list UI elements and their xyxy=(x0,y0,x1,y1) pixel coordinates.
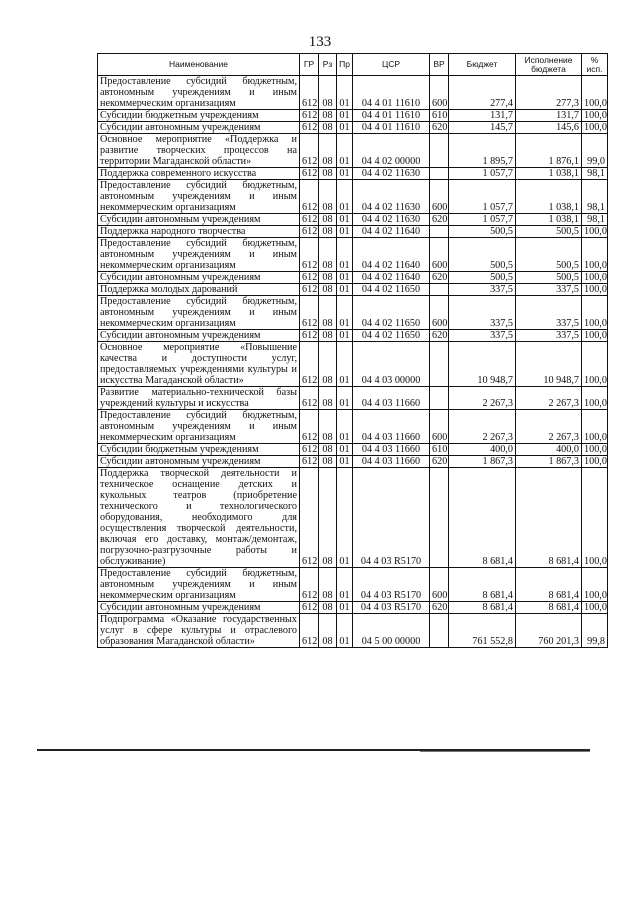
cell-gr: 612 xyxy=(300,134,319,168)
cell-budget: 8 681,4 xyxy=(449,568,516,602)
cell-execution: 1 876,1 xyxy=(516,134,582,168)
table-row xyxy=(98,76,608,110)
cell-percent: 100,0 xyxy=(582,110,608,122)
cell-csr: 04 4 03 R5170 xyxy=(353,568,430,602)
cell-budget: 8 681,4 xyxy=(449,468,516,568)
cell-percent: 98,1 xyxy=(582,168,608,180)
cell-budget: 500,5 xyxy=(449,226,516,238)
header-percent: % исп. xyxy=(582,54,608,76)
cell-gr: 612 xyxy=(300,410,319,444)
cell-budget: 10 948,7 xyxy=(449,342,516,387)
cell-budget: 1 895,7 xyxy=(449,134,516,168)
cell-vr xyxy=(430,134,449,168)
cell-budget: 337,5 xyxy=(449,296,516,330)
cell-csr: 04 4 03 11660 xyxy=(353,410,430,444)
cell-rz: 08 xyxy=(319,214,337,226)
cell-gr: 612 xyxy=(300,296,319,330)
cell-rz: 08 xyxy=(319,330,337,342)
cell-gr: 612 xyxy=(300,387,319,410)
cell-gr: 612 xyxy=(300,272,319,284)
cell-pr: 01 xyxy=(337,456,353,468)
cell-pr: 01 xyxy=(337,272,353,284)
cell-name: Основное мероприятие «Повышение качества и доступности услуг, предоставляемых учреждениями культуры и искусства Магаданской области» xyxy=(98,342,300,387)
cell-rz: 08 xyxy=(319,614,337,648)
page-number: 133 xyxy=(308,34,332,50)
cell-percent: 100,0 xyxy=(582,410,608,444)
cell-name: Подпрограмма «Оказание государственных услуг в сфере культуры и отраслевого образования Магаданской области» xyxy=(98,614,300,648)
cell-execution: 145,6 xyxy=(516,122,582,134)
cell-name: Предоставление субсидий бюджетным, автономным учреждениям и иным некоммерческим организациям xyxy=(98,76,300,110)
cell-pr: 01 xyxy=(337,342,353,387)
cell-vr: 600 xyxy=(430,410,449,444)
cell-csr: 04 4 02 11640 xyxy=(353,238,430,272)
cell-percent: 100,0 xyxy=(582,238,608,272)
cell-gr: 612 xyxy=(300,468,319,568)
cell-rz: 08 xyxy=(319,110,337,122)
cell-percent: 100,0 xyxy=(582,226,608,238)
cell-budget: 1 057,7 xyxy=(449,180,516,214)
cell-vr xyxy=(430,468,449,568)
cell-gr: 612 xyxy=(300,284,319,296)
cell-csr: 04 4 02 11640 xyxy=(353,226,430,238)
cell-percent: 100,0 xyxy=(582,76,608,110)
cell-execution: 10 948,7 xyxy=(516,342,582,387)
cell-execution: 1 867,3 xyxy=(516,456,582,468)
cell-csr: 04 4 02 11630 xyxy=(353,214,430,226)
cell-gr: 612 xyxy=(300,76,319,110)
cell-name: Поддержка народного творчества xyxy=(98,226,300,238)
cell-pr: 01 xyxy=(337,444,353,456)
cell-csr: 04 4 02 00000 xyxy=(353,134,430,168)
cell-budget: 2 267,3 xyxy=(449,387,516,410)
cell-vr xyxy=(430,387,449,410)
cell-rz: 08 xyxy=(319,387,337,410)
cell-name: Поддержка молодых дарований xyxy=(98,284,300,296)
cell-csr: 04 4 01 11610 xyxy=(353,110,430,122)
table-row xyxy=(98,456,608,468)
table-row xyxy=(98,284,608,296)
cell-vr: 620 xyxy=(430,272,449,284)
cell-csr: 04 4 02 11630 xyxy=(353,180,430,214)
cell-pr: 01 xyxy=(337,122,353,134)
cell-vr: 610 xyxy=(430,444,449,456)
cell-name: Субсидии автономным учреждениям xyxy=(98,330,300,342)
cell-vr xyxy=(430,284,449,296)
cell-rz: 08 xyxy=(319,168,337,180)
budget-table xyxy=(97,53,608,648)
cell-budget: 8 681,4 xyxy=(449,602,516,614)
cell-percent: 100,0 xyxy=(582,602,608,614)
table-body xyxy=(98,76,608,648)
cell-budget: 500,5 xyxy=(449,272,516,284)
table-row xyxy=(98,614,608,648)
cell-percent: 99,0 xyxy=(582,134,608,168)
cell-execution: 277,3 xyxy=(516,76,582,110)
cell-name: Предоставление субсидий бюджетным, автономным учреждениям и иным некоммерческим организациям xyxy=(98,296,300,330)
cell-rz: 08 xyxy=(319,444,337,456)
header-rz: Рз xyxy=(319,54,337,76)
cell-gr: 612 xyxy=(300,330,319,342)
header-vr: ВР xyxy=(430,54,449,76)
cell-budget: 1 867,3 xyxy=(449,456,516,468)
cell-csr: 04 4 03 11660 xyxy=(353,456,430,468)
cell-name: Субсидии автономным учреждениям xyxy=(98,122,300,134)
cell-vr: 620 xyxy=(430,456,449,468)
cell-name: Субсидии автономным учреждениям xyxy=(98,272,300,284)
cell-vr xyxy=(430,614,449,648)
table-row xyxy=(98,110,608,122)
cell-name: Поддержка творческой деятельности и техническое оснащение детских и кукольных театров (приобретение технического и технологического оборудования, необходимого для осуществления творческой деятельности, включая его доставку, монтаж/демонтаж, погрузочно-разгрузочные работы и обслуживание) xyxy=(98,468,300,568)
header-name: Наименование xyxy=(98,54,300,76)
cell-pr: 01 xyxy=(337,180,353,214)
cell-rz: 08 xyxy=(319,342,337,387)
cell-gr: 612 xyxy=(300,238,319,272)
table-row xyxy=(98,330,608,342)
table-row xyxy=(98,568,608,602)
cell-percent: 100,0 xyxy=(582,272,608,284)
cell-vr xyxy=(430,226,449,238)
cell-pr: 01 xyxy=(337,410,353,444)
cell-csr: 04 4 02 11640 xyxy=(353,272,430,284)
cell-rz: 08 xyxy=(319,134,337,168)
cell-rz: 08 xyxy=(319,284,337,296)
cell-pr: 01 xyxy=(337,568,353,602)
cell-percent: 100,0 xyxy=(582,468,608,568)
cell-name: Предоставление субсидий бюджетным, автономным учреждениям и иным некоммерческим организациям xyxy=(98,180,300,214)
cell-vr: 620 xyxy=(430,214,449,226)
cell-gr: 612 xyxy=(300,180,319,214)
table-row xyxy=(98,122,608,134)
cell-name: Субсидии бюджетным учреждениям xyxy=(98,110,300,122)
cell-gr: 612 xyxy=(300,614,319,648)
table-row xyxy=(98,180,608,214)
cell-budget: 337,5 xyxy=(449,330,516,342)
cell-csr: 04 4 03 R5170 xyxy=(353,602,430,614)
cell-execution: 400,0 xyxy=(516,444,582,456)
cell-rz: 08 xyxy=(319,602,337,614)
cell-gr: 612 xyxy=(300,602,319,614)
cell-gr: 612 xyxy=(300,342,319,387)
cell-rz: 08 xyxy=(319,410,337,444)
cell-budget: 761 552,8 xyxy=(449,614,516,648)
cell-pr: 01 xyxy=(337,214,353,226)
cell-gr: 612 xyxy=(300,110,319,122)
cell-percent: 99,8 xyxy=(582,614,608,648)
cell-execution: 131,7 xyxy=(516,110,582,122)
cell-budget: 131,7 xyxy=(449,110,516,122)
table-row xyxy=(98,134,608,168)
table-row xyxy=(98,342,608,387)
cell-budget: 145,7 xyxy=(449,122,516,134)
table-row xyxy=(98,226,608,238)
table-row xyxy=(98,387,608,410)
cell-vr: 600 xyxy=(430,238,449,272)
cell-gr: 612 xyxy=(300,456,319,468)
cell-execution: 1 038,1 xyxy=(516,180,582,214)
cell-pr: 01 xyxy=(337,296,353,330)
cell-rz: 08 xyxy=(319,122,337,134)
cell-pr: 01 xyxy=(337,76,353,110)
bottom-divider-secondary xyxy=(420,751,590,752)
cell-execution: 337,5 xyxy=(516,284,582,296)
header-budget: Бюджет xyxy=(449,54,516,76)
cell-vr xyxy=(430,168,449,180)
cell-pr: 01 xyxy=(337,602,353,614)
cell-rz: 08 xyxy=(319,568,337,602)
cell-budget: 277,4 xyxy=(449,76,516,110)
cell-percent: 100,0 xyxy=(582,456,608,468)
header-csr: ЦСР xyxy=(353,54,430,76)
cell-execution: 2 267,3 xyxy=(516,410,582,444)
cell-rz: 08 xyxy=(319,468,337,568)
cell-pr: 01 xyxy=(337,387,353,410)
cell-vr: 620 xyxy=(430,330,449,342)
table-row xyxy=(98,468,608,568)
cell-rz: 08 xyxy=(319,180,337,214)
table-row xyxy=(98,444,608,456)
cell-percent: 100,0 xyxy=(582,568,608,602)
cell-gr: 612 xyxy=(300,214,319,226)
cell-rz: 08 xyxy=(319,226,337,238)
cell-budget: 2 267,3 xyxy=(449,410,516,444)
cell-name: Основное мероприятие «Поддержка и развитие творческих процессов на территории Магаданской области» xyxy=(98,134,300,168)
cell-name: Предоставление субсидий бюджетным, автономным учреждениям и иным некоммерческим организациям xyxy=(98,238,300,272)
cell-gr: 612 xyxy=(300,122,319,134)
cell-csr: 04 4 03 00000 xyxy=(353,342,430,387)
cell-vr: 600 xyxy=(430,568,449,602)
cell-percent: 100,0 xyxy=(582,122,608,134)
cell-vr: 600 xyxy=(430,180,449,214)
cell-pr: 01 xyxy=(337,134,353,168)
cell-pr: 01 xyxy=(337,238,353,272)
cell-pr: 01 xyxy=(337,468,353,568)
table-row xyxy=(98,272,608,284)
cell-csr: 04 4 03 11660 xyxy=(353,387,430,410)
cell-percent: 100,0 xyxy=(582,284,608,296)
cell-budget: 1 057,7 xyxy=(449,168,516,180)
table-row xyxy=(98,168,608,180)
cell-vr: 620 xyxy=(430,602,449,614)
cell-csr: 04 4 02 11650 xyxy=(353,296,430,330)
cell-execution: 337,5 xyxy=(516,296,582,330)
table-row xyxy=(98,410,608,444)
cell-percent: 98,1 xyxy=(582,214,608,226)
cell-name: Субсидии автономным учреждениям xyxy=(98,602,300,614)
cell-vr: 610 xyxy=(430,110,449,122)
cell-csr: 04 4 02 11630 xyxy=(353,168,430,180)
cell-csr: 04 5 00 00000 xyxy=(353,614,430,648)
cell-pr: 01 xyxy=(337,330,353,342)
cell-pr: 01 xyxy=(337,168,353,180)
cell-gr: 612 xyxy=(300,226,319,238)
cell-gr: 612 xyxy=(300,568,319,602)
cell-gr: 612 xyxy=(300,444,319,456)
cell-csr: 04 4 01 11610 xyxy=(353,122,430,134)
cell-name: Поддержка современного искусства xyxy=(98,168,300,180)
cell-execution: 500,5 xyxy=(516,272,582,284)
cell-gr: 612 xyxy=(300,168,319,180)
cell-csr: 04 4 03 11660 xyxy=(353,444,430,456)
table-header-row xyxy=(98,54,608,76)
cell-name: Предоставление субсидий бюджетным, автономным учреждениям и иным некоммерческим организациям xyxy=(98,410,300,444)
cell-rz: 08 xyxy=(319,456,337,468)
cell-csr: 04 4 02 11650 xyxy=(353,284,430,296)
cell-percent: 100,0 xyxy=(582,342,608,387)
cell-name: Развитие материально-технической базы учреждений культуры и искусства xyxy=(98,387,300,410)
cell-execution: 1 038,1 xyxy=(516,214,582,226)
cell-percent: 100,0 xyxy=(582,296,608,330)
cell-vr: 620 xyxy=(430,122,449,134)
table-row xyxy=(98,238,608,272)
cell-execution: 8 681,4 xyxy=(516,602,582,614)
table-row xyxy=(98,296,608,330)
header-pr: Пр xyxy=(337,54,353,76)
cell-execution: 1 038,1 xyxy=(516,168,582,180)
cell-execution: 500,5 xyxy=(516,226,582,238)
cell-pr: 01 xyxy=(337,614,353,648)
cell-rz: 08 xyxy=(319,296,337,330)
cell-name: Предоставление субсидий бюджетным, автономным учреждениям и иным некоммерческим организациям xyxy=(98,568,300,602)
cell-budget: 337,5 xyxy=(449,284,516,296)
cell-budget: 1 057,7 xyxy=(449,214,516,226)
cell-pr: 01 xyxy=(337,284,353,296)
cell-execution: 760 201,3 xyxy=(516,614,582,648)
cell-budget: 400,0 xyxy=(449,444,516,456)
cell-name: Субсидии бюджетным учреждениям xyxy=(98,444,300,456)
cell-execution: 8 681,4 xyxy=(516,468,582,568)
table-row xyxy=(98,602,608,614)
cell-rz: 08 xyxy=(319,238,337,272)
cell-percent: 98,1 xyxy=(582,180,608,214)
cell-percent: 100,0 xyxy=(582,387,608,410)
cell-percent: 100,0 xyxy=(582,444,608,456)
table-row xyxy=(98,214,608,226)
cell-execution: 337,5 xyxy=(516,330,582,342)
cell-pr: 01 xyxy=(337,110,353,122)
cell-percent: 100,0 xyxy=(582,330,608,342)
cell-vr: 600 xyxy=(430,76,449,110)
cell-name: Субсидии автономным учреждениям xyxy=(98,456,300,468)
header-execution: Исполнение бюджета xyxy=(516,54,582,76)
cell-execution: 500,5 xyxy=(516,238,582,272)
cell-rz: 08 xyxy=(319,272,337,284)
header-gr: ГР xyxy=(300,54,319,76)
cell-csr: 04 4 03 R5170 xyxy=(353,468,430,568)
cell-csr: 04 4 02 11650 xyxy=(353,330,430,342)
cell-vr: 600 xyxy=(430,296,449,330)
cell-execution: 8 681,4 xyxy=(516,568,582,602)
cell-name: Субсидии автономным учреждениям xyxy=(98,214,300,226)
cell-execution: 2 267,3 xyxy=(516,387,582,410)
cell-csr: 04 4 01 11610 xyxy=(353,76,430,110)
cell-vr xyxy=(430,342,449,387)
cell-budget: 500,5 xyxy=(449,238,516,272)
cell-rz: 08 xyxy=(319,76,337,110)
cell-pr: 01 xyxy=(337,226,353,238)
